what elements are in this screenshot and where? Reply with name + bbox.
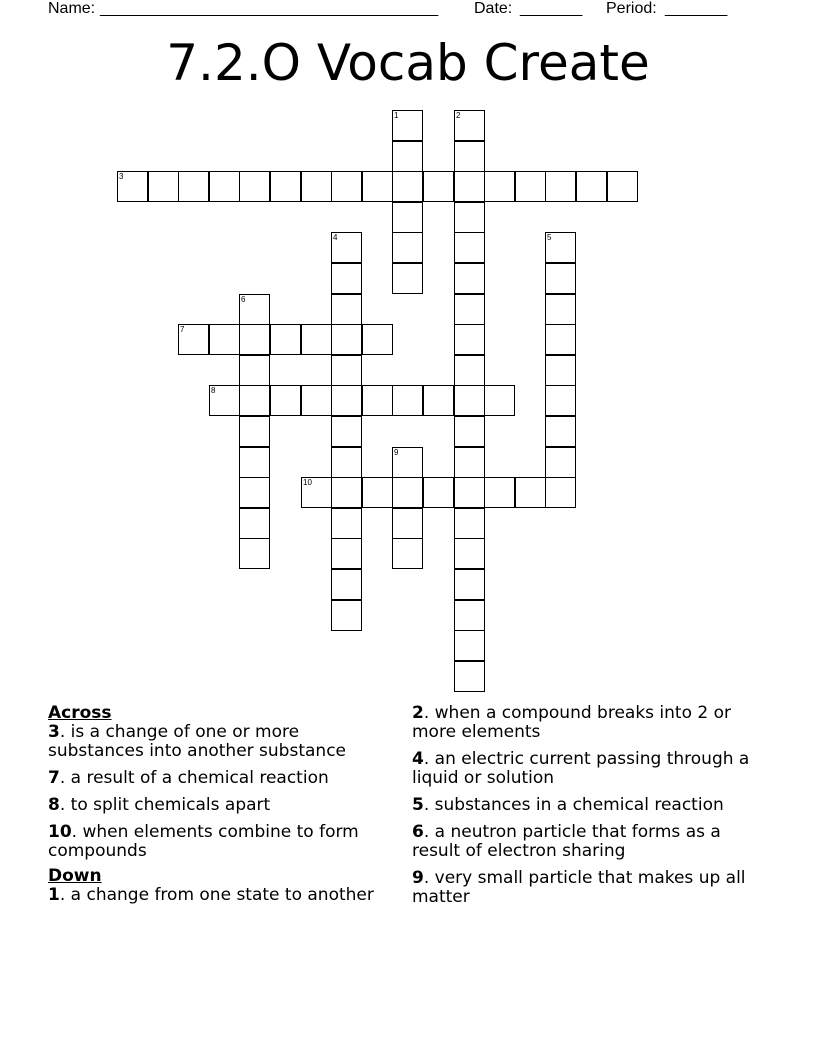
crossword-cell[interactable] — [331, 263, 362, 294]
crossword-cell[interactable] — [331, 416, 362, 447]
clue-number: 5 — [412, 795, 424, 815]
crossword-cell[interactable] — [331, 385, 362, 416]
crossword-cell[interactable] — [331, 477, 362, 508]
cell-number: 10 — [303, 478, 312, 487]
clue-dot: . — [423, 703, 435, 723]
crossword-cell[interactable] — [454, 600, 485, 631]
crossword-cell[interactable] — [454, 508, 485, 539]
clue-text: is a change of one or more substances into another substance — [48, 722, 346, 761]
crossword-cell[interactable] — [239, 447, 270, 478]
cell-number: 2 — [456, 111, 461, 120]
across-heading: Across — [48, 703, 112, 723]
crossword-cell[interactable] — [607, 171, 638, 202]
crossword-cell[interactable] — [545, 324, 576, 355]
clue-dot: . — [423, 749, 435, 769]
clue-number: 6 — [412, 822, 424, 842]
clue-text: when a compound breaks into 2 or more elements — [412, 703, 732, 742]
clue-down-4 — [412, 750, 757, 788]
crossword-cell[interactable] — [331, 232, 362, 263]
crossword-cell[interactable] — [239, 538, 270, 569]
crossword-cell[interactable] — [484, 477, 515, 508]
name-line[interactable]: ______________________________________ — [100, 0, 439, 17]
crossword-cell[interactable] — [331, 324, 362, 355]
crossword-cell[interactable] — [362, 385, 393, 416]
crossword-cell[interactable] — [209, 324, 240, 355]
clue-text: very small particle that makes up all matter — [412, 868, 746, 907]
crossword-cell[interactable] — [362, 324, 393, 355]
crossword-cell[interactable] — [545, 477, 576, 508]
crossword-cell[interactable] — [423, 477, 454, 508]
cell-number: 7 — [180, 325, 185, 334]
cell-number: 6 — [241, 295, 246, 304]
crossword-cell[interactable] — [423, 385, 454, 416]
crossword-cell[interactable] — [454, 324, 485, 355]
crossword-cell[interactable] — [545, 385, 576, 416]
crossword-cell[interactable] — [270, 171, 301, 202]
crossword-cell[interactable] — [239, 416, 270, 447]
crossword-cell[interactable] — [454, 385, 485, 416]
crossword-cell[interactable] — [331, 508, 362, 539]
clue-text: when elements combine to form compounds — [48, 822, 359, 861]
crossword-cell[interactable] — [270, 385, 301, 416]
clue-text: a result of a chemical reaction — [70, 768, 329, 788]
crossword-cell[interactable] — [392, 110, 423, 141]
clue-text: a neutron particle that forms as a result of electron sharing — [412, 822, 721, 861]
crossword-cell[interactable] — [576, 171, 607, 202]
crossword-cell[interactable] — [301, 477, 332, 508]
clues-column-right — [412, 704, 757, 915]
crossword-cell[interactable] — [454, 416, 485, 447]
cell-number: 5 — [547, 233, 552, 242]
clue-dot: . — [423, 822, 435, 842]
clue-dot: . — [59, 795, 71, 815]
crossword-cell[interactable] — [454, 661, 485, 692]
clue-dot: . — [59, 722, 71, 742]
clue-number: 4 — [412, 749, 424, 769]
crossword-cell[interactable] — [454, 110, 485, 141]
crossword-cell[interactable] — [454, 232, 485, 263]
crossword-cell[interactable] — [392, 232, 423, 263]
clue-down-2 — [412, 704, 757, 742]
clue-dot: . — [71, 822, 83, 842]
down-heading: Down — [48, 866, 102, 886]
clue-down-6 — [412, 823, 757, 861]
crossword-cell[interactable] — [239, 355, 270, 386]
clue-text: substances in a chemical reaction — [434, 795, 724, 815]
crossword-cell[interactable] — [301, 324, 332, 355]
crossword-cell[interactable] — [454, 171, 485, 202]
crossword-cell[interactable] — [362, 171, 393, 202]
clue-dot: . — [423, 868, 435, 888]
clue-text: a change from one state to another — [70, 885, 374, 905]
clue-across-8 — [48, 796, 393, 815]
crossword-cell[interactable] — [392, 385, 423, 416]
crossword-cell[interactable] — [454, 141, 485, 172]
cell-number: 8 — [211, 386, 216, 395]
crossword-cell[interactable] — [239, 385, 270, 416]
clue-number: 7 — [48, 768, 60, 788]
crossword-cell[interactable] — [392, 447, 423, 478]
cell-number: 9 — [394, 448, 399, 457]
crossword-cell[interactable] — [392, 171, 423, 202]
crossword-cell[interactable] — [239, 171, 270, 202]
date-label: Date: — [474, 0, 513, 17]
clue-number: 8 — [48, 795, 60, 815]
clue-across-3 — [48, 723, 393, 761]
crossword-cell[interactable] — [270, 324, 301, 355]
cell-number: 3 — [119, 172, 124, 181]
crossword-cell[interactable] — [545, 447, 576, 478]
crossword-cell[interactable] — [454, 477, 485, 508]
crossword-cell[interactable] — [331, 171, 362, 202]
clue-number: 10 — [48, 822, 72, 842]
clue-text: an electric current passing through a liquid or solution — [412, 749, 750, 788]
clue-number: 9 — [412, 868, 424, 888]
clue-dot: . — [423, 795, 435, 815]
crossword-cell[interactable] — [239, 324, 270, 355]
crossword-cell[interactable] — [301, 171, 332, 202]
crossword-cell[interactable] — [545, 171, 576, 202]
crossword-cell[interactable] — [454, 630, 485, 661]
crossword-cell[interactable] — [454, 569, 485, 600]
crossword-cell[interactable] — [484, 171, 515, 202]
crossword-cell[interactable] — [331, 538, 362, 569]
crossword-cell[interactable] — [117, 171, 148, 202]
clue-down-5 — [412, 796, 757, 815]
clue-down-1 — [48, 886, 393, 905]
crossword-cell[interactable] — [331, 600, 362, 631]
clue-across-10 — [48, 823, 393, 861]
crossword-cell[interactable] — [362, 477, 393, 508]
date-line[interactable]: _______ — [520, 0, 583, 17]
crossword-cell[interactable] — [392, 477, 423, 508]
crossword-cell[interactable] — [331, 447, 362, 478]
crossword-cell[interactable] — [178, 324, 209, 355]
crossword-cell[interactable] — [515, 171, 546, 202]
crossword-cell[interactable] — [545, 263, 576, 294]
page-title: 7.2.O Vocab Create — [166, 34, 650, 92]
crossword-cell[interactable] — [331, 294, 362, 325]
clue-dot: . — [59, 768, 71, 788]
crossword-cell[interactable] — [209, 385, 240, 416]
crossword-cell[interactable] — [209, 171, 240, 202]
crossword-cell[interactable] — [392, 263, 423, 294]
crossword-cell[interactable] — [545, 232, 576, 263]
crossword-cell[interactable] — [423, 171, 454, 202]
clues-column-left — [48, 704, 393, 913]
crossword-cell[interactable] — [392, 141, 423, 172]
clue-text: to split chemicals apart — [70, 795, 271, 815]
name-label: Name: — [48, 0, 96, 17]
crossword-cell[interactable] — [515, 477, 546, 508]
crossword-cell[interactable] — [454, 538, 485, 569]
crossword-cell[interactable] — [545, 294, 576, 325]
crossword-cell[interactable] — [392, 508, 423, 539]
crossword-cell[interactable] — [178, 171, 209, 202]
crossword-cell[interactable] — [484, 385, 515, 416]
clue-down-9 — [412, 869, 757, 907]
crossword-cell[interactable] — [454, 263, 485, 294]
crossword-cell[interactable] — [239, 477, 270, 508]
crossword-cell[interactable] — [301, 385, 332, 416]
crossword-cell[interactable] — [545, 355, 576, 386]
crossword-cell[interactable] — [392, 202, 423, 233]
clue-number: 2 — [412, 703, 424, 723]
crossword-cell[interactable] — [239, 508, 270, 539]
crossword-cell[interactable] — [239, 294, 270, 325]
cell-number: 1 — [394, 111, 399, 120]
crossword-cell[interactable] — [454, 355, 485, 386]
crossword-cell[interactable] — [331, 569, 362, 600]
clue-number: 3 — [48, 722, 60, 742]
crossword-cell[interactable] — [545, 416, 576, 447]
clue-number: 1 — [48, 885, 60, 905]
clue-dot: . — [59, 885, 71, 905]
cell-number: 4 — [333, 233, 338, 242]
period-line[interactable]: _______ — [665, 0, 728, 17]
period-label: Period: — [606, 0, 657, 17]
crossword-cell[interactable] — [454, 447, 485, 478]
crossword-cell[interactable] — [148, 171, 179, 202]
crossword-cell[interactable] — [392, 538, 423, 569]
clue-across-7 — [48, 769, 393, 788]
crossword-cell[interactable] — [331, 355, 362, 386]
crossword-cell[interactable] — [454, 202, 485, 233]
crossword-cell[interactable] — [454, 294, 485, 325]
